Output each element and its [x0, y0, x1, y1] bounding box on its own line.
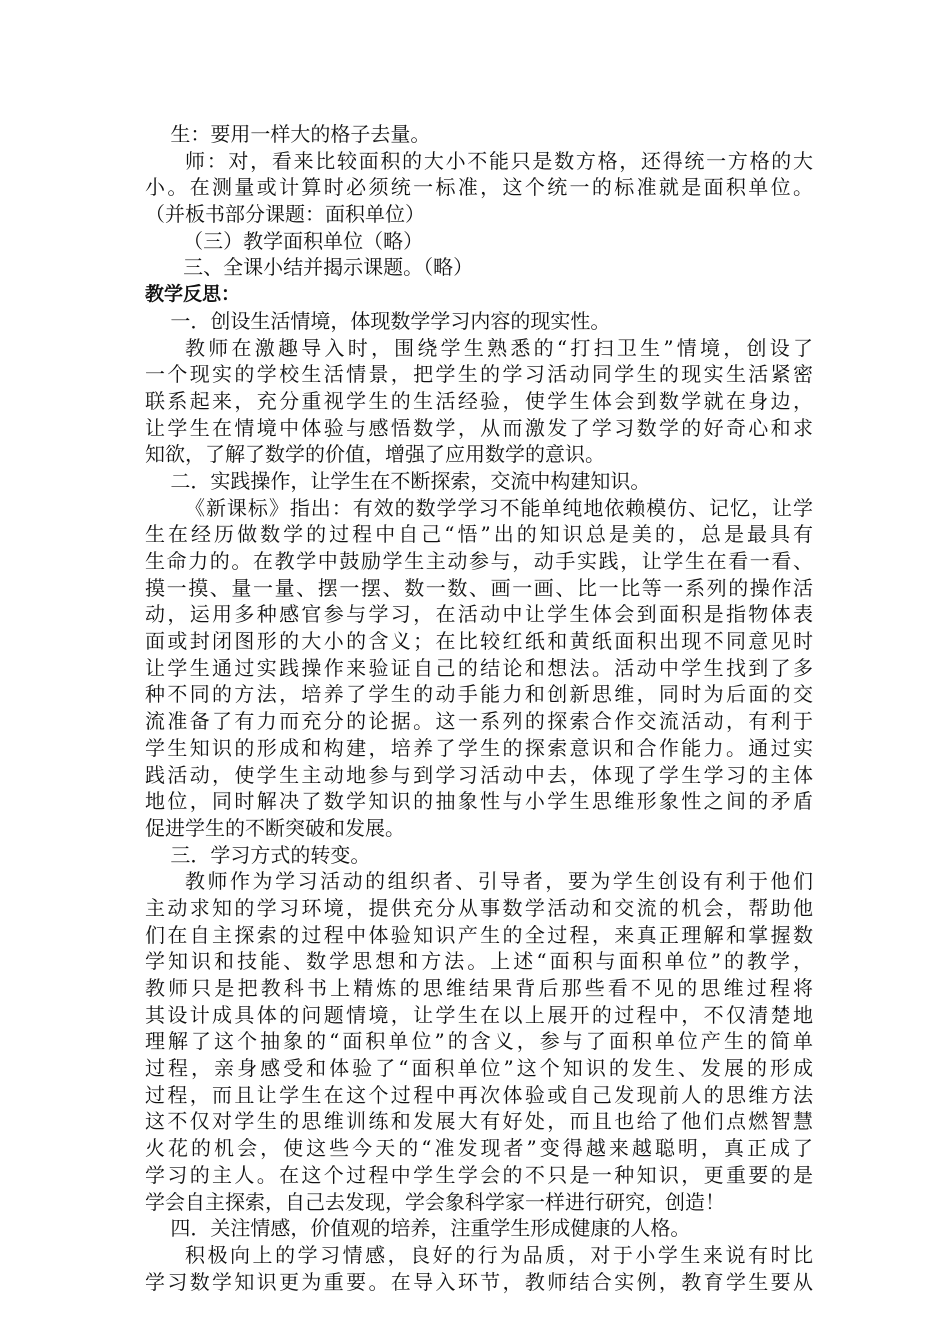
- text-line: 理解了这个抽象的“面积单位”的含义，参与了面积单位产生的简单: [145, 1029, 813, 1054]
- text-line: （三）教学面积单位（略）: [145, 228, 424, 253]
- text-line: 地位，同时解决了数学知识的抽象性与小学生思维形象性之间的矛盾: [145, 789, 813, 814]
- text-line: 教师作为学习活动的组织者、引导者，要为学生创设有利于他们: [185, 869, 813, 894]
- text-line: 教师在激趣导入时，围绕学生熟悉的“打扫卫生”情境，创设了: [185, 335, 813, 360]
- text-line: 面或封闭图形的大小的含义；在比较红纸和黄纸面积出现不同意见时: [145, 629, 813, 654]
- text-line: 知欲，了解了数学的价值，增强了应用数学的意识。: [145, 442, 605, 467]
- text-line: 践活动，使学生主动地参与到学习活动中去，体现了学生学习的主体: [145, 762, 813, 787]
- text-line: 教师只是把教科书上精炼的思维结果背后那些看不见的思维过程将: [145, 976, 813, 1000]
- text-line: 火花的机会，使这些今天的“准发现者”变得越来越聪明，真正成了: [145, 1136, 813, 1161]
- text-line: 这不仅对学生的思维训练和发展大有好处，而且也给了他们点燃智慧: [145, 1109, 813, 1134]
- text-line: 让学生在情境中体验与感悟数学，从而激发了学习数学的好奇心和求: [145, 415, 813, 440]
- text-line: 们在自主探索的过程中体验知识产生的全过程，来真正理解和掌握数: [145, 922, 813, 947]
- document-body: [145, 121, 813, 1295]
- text-line: 摸一摸、量一量、摆一摆、数一数、画一画、比一比等一系列的操作活: [145, 575, 813, 600]
- text-line: （并板书部分课题：面积单位）: [145, 202, 425, 227]
- text-line: 生在经历做数学的过程中自己“悟”出的知识总是美的，总是最具有: [145, 522, 813, 547]
- text-line: 师：对，看来比较面积的大小不能只是数方格，还得统一方格的大: [185, 148, 813, 173]
- text-line: 三、全课小结并揭示课题。（略）: [145, 255, 474, 280]
- section-heading: 教学反思：: [145, 283, 241, 306]
- text-line: 学习的主人。在这个过程中学生学会的不只是一种知识，更重要的是: [145, 1162, 813, 1187]
- text-line: 一个现实的学校生活情景，把学生的学习活动同学生的现实生活紧密: [145, 362, 813, 387]
- text-line: 学生知识的形成和构建，培养了学生的探索意识和合作能力。通过实: [145, 735, 813, 760]
- text-line: 学知识和技能、数学思想和方法。上述“面积与面积单位”的教学，: [145, 949, 813, 974]
- text-line: 联系起来，充分重视学生的生活经验，使学生体会到数学就在身边，: [145, 388, 813, 413]
- text-line: 四．关注情感，价值观的培养，注重学生形成健康的人格。: [145, 1216, 691, 1241]
- text-line: 学会自主探索，自己去发现，学会象科学家一样进行研究，创造！: [145, 1189, 725, 1214]
- text-line: 《新课标》指出：有效的数学学习不能单纯地依赖模仿、记忆，让学: [185, 495, 813, 520]
- text-line: 生命力的。在教学中鼓励学生主动参与，动手实践，让学生在看一看、: [145, 549, 813, 573]
- text-line: 主动求知的学习环境，提供充分从事数学活动和交流的机会，帮助他: [145, 895, 813, 920]
- text-line: 三．学习方式的转变。: [145, 842, 371, 867]
- text-line: 一．创设生活情境，体现数学学习内容的现实性。: [145, 308, 611, 333]
- text-line: 动，运用多种感官参与学习，在活动中让学生体会到面积是指物体表: [145, 602, 813, 627]
- text-line: 学习数学知识更为重要。在导入环节，教师结合实例，教育学生要从: [145, 1269, 813, 1294]
- text-line: 流准备了有力而充分的论据。这一系列的探索合作交流活动，有利于: [145, 709, 813, 734]
- text-line: 促进学生的不断突破和发展。: [145, 815, 405, 840]
- text-line: 小。在测量或计算时必须统一标准，这个统一的标准就是面积单位。: [145, 175, 813, 200]
- text-line: 生：要用一样大的格子去量。: [145, 122, 431, 146]
- text-line: 二．实践操作，让学生在不断探索，交流中构建知识。: [145, 468, 651, 493]
- text-line: 过程，而且让学生在这个过程中再次体验或自己发现前人的思维方法: [145, 1082, 813, 1107]
- text-line: 积极向上的学习情感，良好的行为品质，对于小学生来说有时比: [185, 1242, 813, 1267]
- text-line: 让学生通过实践操作来验证自己的结论和想法。活动中学生找到了多: [145, 655, 813, 680]
- text-line: 种不同的方法，培养了学生的动手能力和创新思维，同时为后面的交: [145, 682, 813, 707]
- text-line: 其设计成具体的问题情境，让学生在以上展开的过程中，不仅清楚地: [145, 1002, 813, 1027]
- text-line: 过程，亲身感受和体验了“面积单位”这个知识的发生、发展的形成: [145, 1056, 813, 1081]
